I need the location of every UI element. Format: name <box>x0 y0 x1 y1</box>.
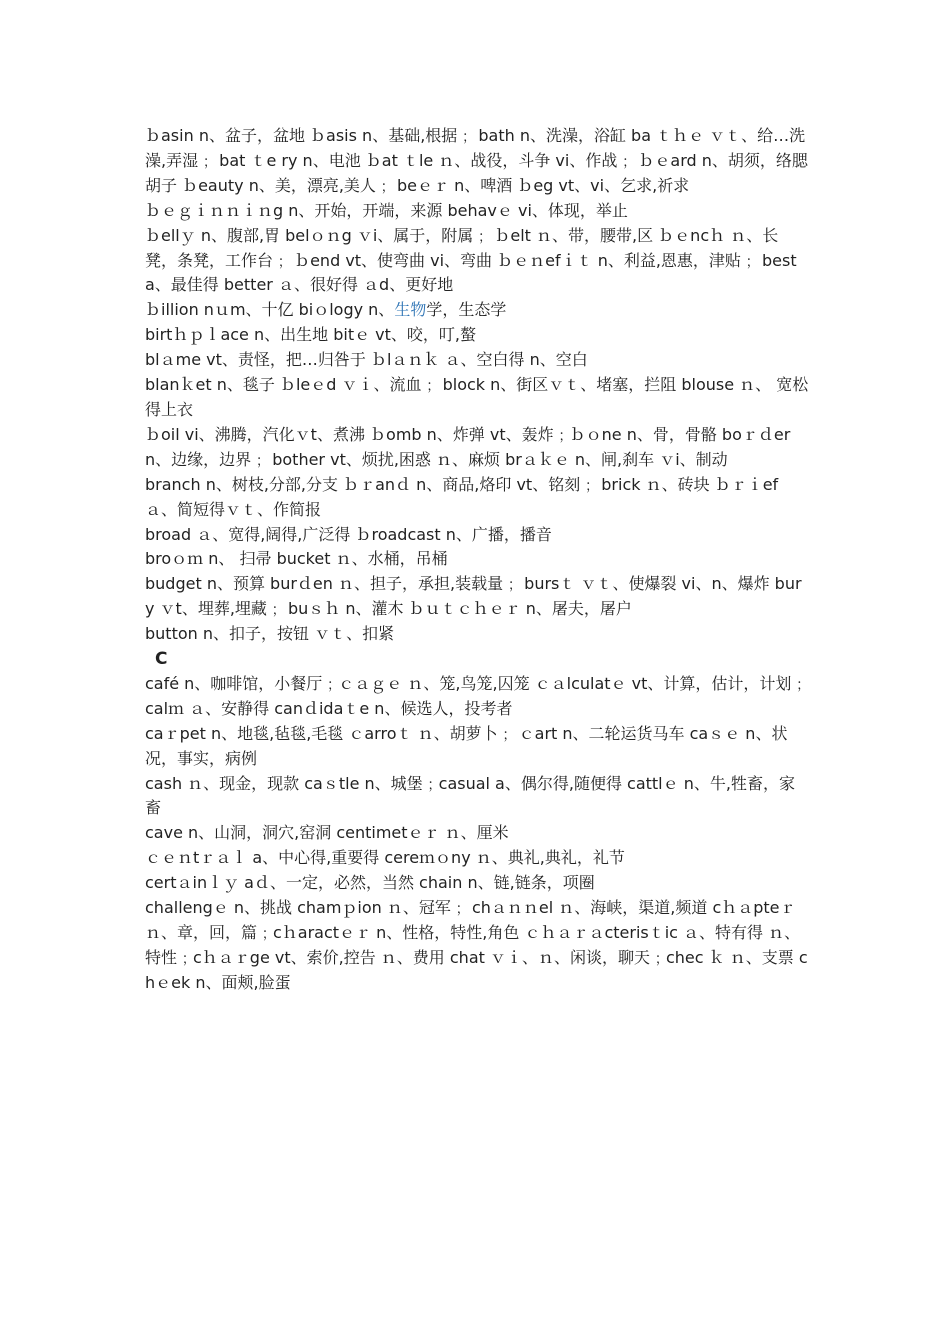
vocabulary-list <box>145 124 810 996</box>
section-heading: C <box>155 649 168 670</box>
entry-paragraph: caｒpet n、地毯,毡毯,毛毯 ｃarroｔ ｎ、胡萝卜﹔ ｃart n、二轮运货马车 caｓｅ n、状况，事实，病例 <box>145 723 788 768</box>
entry-paragraph: cash ｎ、现金，现款 caｓtle n、城堡﹔casual a、偶尔得,随便得 cattlｅ n、牛,牲畜，家畜 <box>145 773 795 818</box>
entry-paragraph: café n、咖啡馆，小餐厅﹔ｃａｇｅ ｎ、笼,鸟笼,囚笼 ｃａlculatｅ vt、计算，估计，计划﹔ calｍ ａ、安静得 canｄidaｔe n、候选人，投考者 <box>145 673 808 718</box>
hyperlink-text[interactable]: 生物 <box>394 300 427 320</box>
entry-paragraph: broad ａ、宽得,阔得,广泛得 ｂroadcast n、广播，播音 <box>145 524 552 544</box>
entry-paragraph: button n、扣子，按钮 ｖｔ、扣紧 <box>145 624 395 644</box>
entry-paragraph: blａme vt、责怪，把…归咎于 ｂlａｎｋ ａ、空白得 n、空白 <box>145 350 588 370</box>
entry-paragraph: challengｅ n、挑战 chamｐion ｎ、冠军﹔ chａｎｎel ｎ、海峡，渠道,频道 cｈａpteｒ ｎ、章，回，篇﹔cｈaractｅｒ n、性格，特性,角色 ｃｈａｒａcterisｔic ａ、特有得 ｎ、特性﹔cｈａｒge vt、索价,控告 ｎ、费用 chat ｖｉ、ｎ、闲谈，聊天﹔chec ｋ ｎ、支票 chｅek n、面颊,脸蛋 <box>145 898 808 992</box>
entry-paragraph: cave n、山洞，洞穴,窑洞 centimetｅｒ ｎ、厘米 <box>145 823 509 843</box>
entry-paragraph: branch n、树枝,分部,分支 ｂｒanｄ n、商品,烙印 vt、铭刻﹔ brick ｎ、砖块 ｂｒｉef ａ、简短得ｖｔ、作简报 <box>145 474 779 519</box>
entry-paragraph: broｏｍ n、 扫帚 bucket ｎ、水桶，吊桶 <box>145 549 448 569</box>
entry-paragraph: ｂasin n、盆子，盆地 ｂasis n、基础,根据﹔ bath n、洗澡，浴缸 ba ｔｈｅ ｖｔ、给…洗澡,弄湿﹔ bat ｔe ry n、电池 ｂat ｔle ｎ、战役，斗争 vi、作战﹔ ｂｅard n、胡须，络腮胡子 ｂeauty n、美，漂亮,美人﹔ beｅｒ n、啤酒 ｂeg vt、vi、乞求,祈求 <box>145 126 808 195</box>
entry-paragraph: ｂellｙ n、腹部,胃 belｏｎg ｖi、属于，附属﹔ ｂelt ｎ、带，腰带,区 ｂｅncｈ ｎ、长凳，条凳，工作台﹔ ｂend vt、使弯曲 vi、弯曲 ｂｅｎefｉｔ n、利益,恩惠，津贴﹔ best a、最佳得 better ａ、很好得 ａd、更好地 <box>145 225 797 295</box>
entry-paragraph: ｂoil vi、沸腾，汽化ｖt、煮沸 ｂomb n、炸弹 vt、轰炸﹔ｂｏne n、骨，骨骼 boｒｄer n、边缘，边界﹔ bother vt、烦扰,困惑 ｎ、麻烦 brａｋｅ n、闸,刹车 ｖi、制动 <box>145 424 791 469</box>
entry-paragraph: certａinｌｙ aｄ、一定，必然，当然 chain n、链,链条，项圈 <box>145 873 595 893</box>
entry-paragraph: ｂｅｇｉｎｎｉｎg n、开始，开端，来源 behavｅ vi、体现，举止 <box>145 200 628 220</box>
entry-paragraph-with-link: ｂillion nｕm、十亿 biｏlogy n、生物学，生态学 <box>145 300 507 320</box>
entry-paragraph: ｃｅｎtｒａｌ a、中心得,重要得 cereｍｏny ｎ、典礼,典礼，礼节 <box>145 848 625 868</box>
entry-paragraph: budget n、预算 burｄen ｎ、担子，承担,装载量﹔ bursｔ ｖｔ、使爆裂 vi、n、爆炸 bury ｖt、埋葬,埋藏﹔ buｓｈ n、灌木 ｂｕｔｃｈｅｒ n、屠夫，屠户 <box>145 574 802 619</box>
entry-paragraph: blanｋet n、毯子 ｂleｅd ｖｉ、流血﹔ block n、街区ｖｔ、堵塞，拦阻 blouse ｎ、 宽松得上衣 <box>145 375 809 419</box>
entry-paragraph: birtｈｐｌace n、出生地 bitｅ vt、咬，叮,螯 <box>145 325 477 345</box>
